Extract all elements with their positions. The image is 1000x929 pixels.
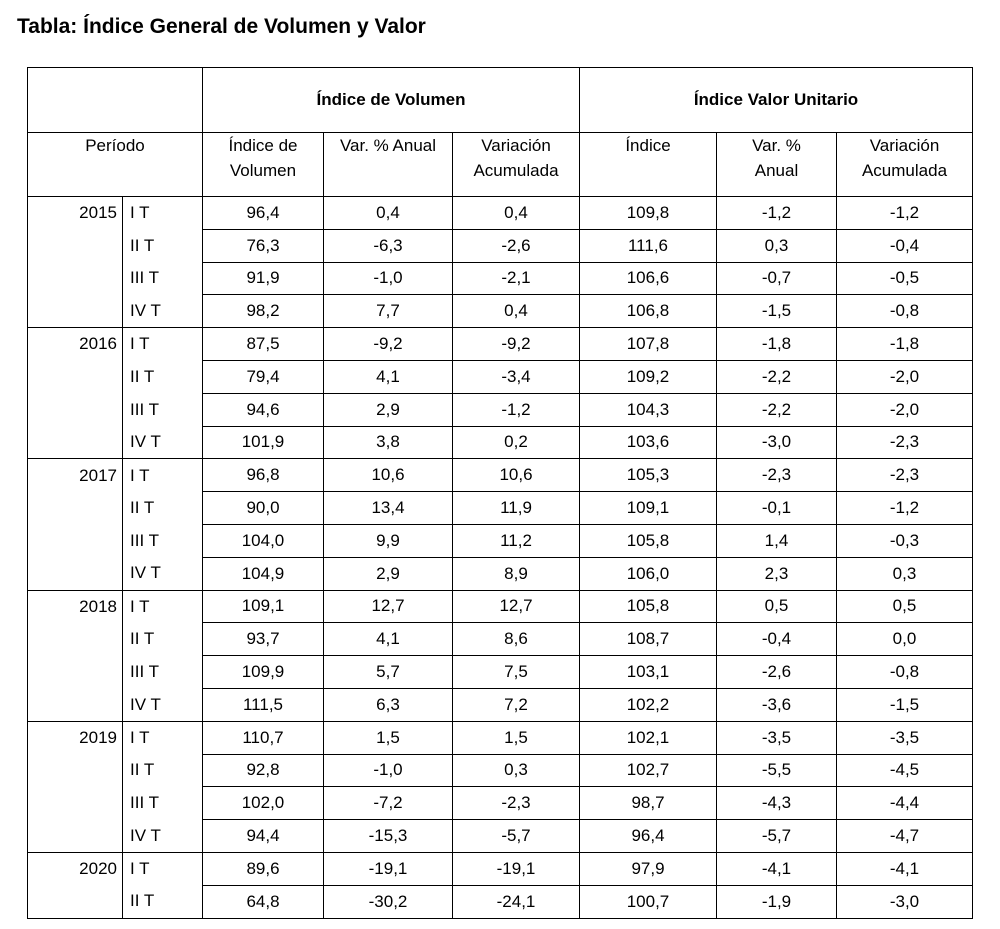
- cell-year: [28, 426, 123, 459]
- cell-vol-var-anual: 2,9: [324, 557, 453, 590]
- cell-vol-var-anual: 2,9: [324, 393, 453, 426]
- cell-vol-var-anual: -1,0: [324, 262, 453, 295]
- cell-val-index: 100,7: [580, 885, 717, 918]
- cell-vol-var-anual: 9,9: [324, 524, 453, 557]
- cell-quarter: I T: [123, 459, 203, 492]
- cell-vol-index: 96,8: [203, 459, 324, 492]
- cell-vol-var-acum: 0,3: [453, 754, 580, 787]
- cell-vol-var-acum: 8,9: [453, 557, 580, 590]
- cell-year: [28, 754, 123, 787]
- cell-val-var-anual: 1,4: [717, 524, 837, 557]
- cell-vol-index: 104,9: [203, 557, 324, 590]
- cell-val-var-anual: -3,6: [717, 688, 837, 721]
- cell-quarter: I T: [123, 721, 203, 754]
- cell-vol-var-anual: 4,1: [324, 360, 453, 393]
- header-row-groups: [28, 68, 973, 133]
- cell-quarter: II T: [123, 885, 203, 918]
- header-vol-index: Índice de Volumen: [203, 133, 324, 197]
- cell-vol-var-acum: 11,2: [453, 524, 580, 557]
- cell-val-var-anual: -1,9: [717, 885, 837, 918]
- cell-year: 2015: [28, 197, 123, 230]
- cell-val-var-acum: -0,8: [837, 295, 973, 328]
- cell-vol-index: 98,2: [203, 295, 324, 328]
- cell-val-var-acum: -1,2: [837, 492, 973, 525]
- cell-vol-var-anual: -6,3: [324, 229, 453, 262]
- cell-val-index: 102,7: [580, 754, 717, 787]
- cell-year: 2018: [28, 590, 123, 623]
- cell-year: 2019: [28, 721, 123, 754]
- cell-vol-var-anual: 0,4: [324, 197, 453, 230]
- cell-quarter: I T: [123, 852, 203, 885]
- cell-val-var-anual: -0,4: [717, 623, 837, 656]
- cell-vol-index: 111,5: [203, 688, 324, 721]
- cell-vol-var-anual: -15,3: [324, 820, 453, 853]
- cell-vol-index: 87,5: [203, 328, 324, 361]
- cell-vol-var-acum: 0,4: [453, 295, 580, 328]
- cell-val-var-anual: -1,2: [717, 197, 837, 230]
- table-row: [28, 557, 973, 590]
- cell-year: [28, 229, 123, 262]
- cell-quarter: IV T: [123, 295, 203, 328]
- cell-quarter: III T: [123, 787, 203, 820]
- cell-val-index: 109,8: [580, 197, 717, 230]
- cell-quarter: IV T: [123, 557, 203, 590]
- cell-vol-var-acum: -5,7: [453, 820, 580, 853]
- cell-val-var-anual: -1,5: [717, 295, 837, 328]
- table-row: [28, 229, 973, 262]
- cell-year: [28, 492, 123, 525]
- cell-vol-var-anual: -7,2: [324, 787, 453, 820]
- cell-val-index: 102,2: [580, 688, 717, 721]
- cell-vol-var-acum: 0,2: [453, 426, 580, 459]
- cell-vol-index: 93,7: [203, 623, 324, 656]
- header-val-index: Índice: [580, 133, 717, 197]
- table-row: [28, 623, 973, 656]
- cell-year: [28, 557, 123, 590]
- cell-quarter: III T: [123, 393, 203, 426]
- cell-vol-index: 102,0: [203, 787, 324, 820]
- cell-vol-var-anual: -19,1: [324, 852, 453, 885]
- cell-val-index: 105,3: [580, 459, 717, 492]
- cell-val-var-acum: -1,5: [837, 688, 973, 721]
- header-group-volume: Índice de Volumen: [203, 68, 580, 133]
- cell-val-var-anual: -2,2: [717, 360, 837, 393]
- cell-vol-index: 92,8: [203, 754, 324, 787]
- cell-vol-var-acum: 11,9: [453, 492, 580, 525]
- cell-val-var-acum: 0,0: [837, 623, 973, 656]
- table-row: [28, 393, 973, 426]
- cell-quarter: II T: [123, 623, 203, 656]
- header-row-columns: [28, 133, 973, 197]
- header-vol-var-anual: Var. % Anual: [324, 133, 453, 197]
- table-row: [28, 852, 973, 885]
- cell-vol-var-acum: -19,1: [453, 852, 580, 885]
- table-row: [28, 754, 973, 787]
- table-row: [28, 295, 973, 328]
- table-row: [28, 590, 973, 623]
- cell-vol-var-acum: 10,6: [453, 459, 580, 492]
- cell-val-var-anual: -1,8: [717, 328, 837, 361]
- cell-year: [28, 360, 123, 393]
- cell-year: [28, 787, 123, 820]
- cell-val-var-acum: -1,2: [837, 197, 973, 230]
- cell-vol-var-anual: -1,0: [324, 754, 453, 787]
- cell-vol-index: 94,6: [203, 393, 324, 426]
- cell-vol-var-acum: 0,4: [453, 197, 580, 230]
- cell-year: [28, 688, 123, 721]
- cell-val-index: 96,4: [580, 820, 717, 853]
- cell-vol-index: 96,4: [203, 197, 324, 230]
- cell-vol-var-acum: -2,6: [453, 229, 580, 262]
- cell-val-var-anual: 0,5: [717, 590, 837, 623]
- cell-vol-var-acum: 12,7: [453, 590, 580, 623]
- cell-quarter: III T: [123, 262, 203, 295]
- cell-val-var-acum: -0,8: [837, 656, 973, 689]
- cell-val-var-anual: -4,3: [717, 787, 837, 820]
- cell-vol-index: 89,6: [203, 852, 324, 885]
- index-table: [27, 67, 973, 919]
- table-row: [28, 197, 973, 230]
- table-title: Tabla: Índice General de Volumen y Valor: [17, 15, 426, 38]
- cell-quarter: IV T: [123, 426, 203, 459]
- table-row: [28, 492, 973, 525]
- header-val-var-acum: Variación Acumulada: [837, 133, 973, 197]
- cell-val-var-acum: 0,3: [837, 557, 973, 590]
- cell-quarter: I T: [123, 328, 203, 361]
- cell-vol-index: 109,9: [203, 656, 324, 689]
- cell-val-index: 98,7: [580, 787, 717, 820]
- cell-vol-index: 76,3: [203, 229, 324, 262]
- cell-val-var-anual: -0,7: [717, 262, 837, 295]
- cell-val-var-anual: -3,0: [717, 426, 837, 459]
- cell-vol-index: 104,0: [203, 524, 324, 557]
- cell-year: 2020: [28, 852, 123, 885]
- cell-val-index: 105,8: [580, 524, 717, 557]
- cell-vol-var-anual: 3,8: [324, 426, 453, 459]
- cell-vol-var-anual: -9,2: [324, 328, 453, 361]
- cell-val-var-anual: 2,3: [717, 557, 837, 590]
- table-row: [28, 721, 973, 754]
- cell-vol-var-acum: 8,6: [453, 623, 580, 656]
- cell-val-index: 105,8: [580, 590, 717, 623]
- cell-val-index: 108,7: [580, 623, 717, 656]
- cell-vol-index: 110,7: [203, 721, 324, 754]
- cell-val-index: 109,1: [580, 492, 717, 525]
- cell-quarter: II T: [123, 492, 203, 525]
- cell-year: [28, 524, 123, 557]
- cell-year: 2017: [28, 459, 123, 492]
- cell-year: 2016: [28, 328, 123, 361]
- cell-quarter: IV T: [123, 688, 203, 721]
- cell-val-var-anual: 0,3: [717, 229, 837, 262]
- cell-quarter: I T: [123, 197, 203, 230]
- cell-val-var-anual: -2,2: [717, 393, 837, 426]
- cell-val-var-anual: -2,3: [717, 459, 837, 492]
- cell-vol-var-acum: 7,2: [453, 688, 580, 721]
- cell-val-var-acum: -1,8: [837, 328, 973, 361]
- cell-vol-var-anual: 12,7: [324, 590, 453, 623]
- cell-val-var-acum: -2,0: [837, 393, 973, 426]
- cell-vol-var-acum: 7,5: [453, 656, 580, 689]
- cell-vol-index: 90,0: [203, 492, 324, 525]
- cell-val-index: 106,8: [580, 295, 717, 328]
- header-empty-cell: [28, 68, 203, 133]
- cell-val-var-acum: -4,5: [837, 754, 973, 787]
- cell-val-var-acum: -4,4: [837, 787, 973, 820]
- cell-vol-var-anual: 7,7: [324, 295, 453, 328]
- cell-val-var-acum: 0,5: [837, 590, 973, 623]
- cell-year: [28, 623, 123, 656]
- cell-vol-var-acum: 1,5: [453, 721, 580, 754]
- cell-year: [28, 656, 123, 689]
- cell-vol-var-acum: -3,4: [453, 360, 580, 393]
- cell-vol-var-acum: -2,3: [453, 787, 580, 820]
- cell-vol-var-acum: -1,2: [453, 393, 580, 426]
- cell-val-var-acum: -2,3: [837, 459, 973, 492]
- cell-val-var-acum: -0,5: [837, 262, 973, 295]
- cell-val-index: 107,8: [580, 328, 717, 361]
- cell-val-var-anual: -0,1: [717, 492, 837, 525]
- cell-val-index: 109,2: [580, 360, 717, 393]
- cell-year: [28, 262, 123, 295]
- cell-vol-index: 94,4: [203, 820, 324, 853]
- cell-year: [28, 820, 123, 853]
- cell-val-var-anual: -5,5: [717, 754, 837, 787]
- cell-year: [28, 885, 123, 918]
- cell-val-index: 106,0: [580, 557, 717, 590]
- table-row: [28, 656, 973, 689]
- header-group-value: Índice Valor Unitario: [580, 68, 973, 133]
- cell-vol-var-anual: 5,7: [324, 656, 453, 689]
- cell-quarter: III T: [123, 656, 203, 689]
- table-row: [28, 820, 973, 853]
- cell-val-index: 97,9: [580, 852, 717, 885]
- cell-vol-var-acum: -24,1: [453, 885, 580, 918]
- cell-val-var-acum: -3,0: [837, 885, 973, 918]
- cell-val-index: 106,6: [580, 262, 717, 295]
- table-row: [28, 262, 973, 295]
- cell-vol-var-anual: 4,1: [324, 623, 453, 656]
- table-row: [28, 688, 973, 721]
- cell-val-var-anual: -3,5: [717, 721, 837, 754]
- cell-val-index: 103,6: [580, 426, 717, 459]
- cell-val-index: 104,3: [580, 393, 717, 426]
- table-row: [28, 426, 973, 459]
- cell-val-var-acum: -0,3: [837, 524, 973, 557]
- table-row: [28, 328, 973, 361]
- cell-vol-var-anual: 1,5: [324, 721, 453, 754]
- cell-val-var-acum: -3,5: [837, 721, 973, 754]
- cell-year: [28, 295, 123, 328]
- cell-quarter: II T: [123, 360, 203, 393]
- cell-vol-var-acum: -2,1: [453, 262, 580, 295]
- header-vol-var-acum: Variación Acumulada: [453, 133, 580, 197]
- cell-val-var-acum: -2,0: [837, 360, 973, 393]
- cell-val-var-anual: -2,6: [717, 656, 837, 689]
- table-row: [28, 459, 973, 492]
- cell-vol-var-acum: -9,2: [453, 328, 580, 361]
- cell-vol-var-anual: 13,4: [324, 492, 453, 525]
- cell-val-index: 102,1: [580, 721, 717, 754]
- cell-val-var-acum: -4,7: [837, 820, 973, 853]
- cell-vol-index: 109,1: [203, 590, 324, 623]
- cell-vol-var-anual: -30,2: [324, 885, 453, 918]
- cell-vol-index: 91,9: [203, 262, 324, 295]
- header-val-var-anual: Var. % Anual: [717, 133, 837, 197]
- cell-quarter: IV T: [123, 820, 203, 853]
- header-periodo: Período: [28, 133, 203, 197]
- table-row: [28, 787, 973, 820]
- cell-val-var-acum: -2,3: [837, 426, 973, 459]
- table-row: [28, 524, 973, 557]
- cell-val-index: 111,6: [580, 229, 717, 262]
- cell-year: [28, 393, 123, 426]
- cell-val-var-anual: -5,7: [717, 820, 837, 853]
- cell-val-var-acum: -0,4: [837, 229, 973, 262]
- cell-vol-var-anual: 10,6: [324, 459, 453, 492]
- cell-val-index: 103,1: [580, 656, 717, 689]
- cell-vol-index: 101,9: [203, 426, 324, 459]
- cell-quarter: I T: [123, 590, 203, 623]
- cell-vol-var-anual: 6,3: [324, 688, 453, 721]
- cell-val-var-acum: -4,1: [837, 852, 973, 885]
- table-row: [28, 360, 973, 393]
- cell-vol-index: 79,4: [203, 360, 324, 393]
- cell-vol-index: 64,8: [203, 885, 324, 918]
- cell-quarter: III T: [123, 524, 203, 557]
- cell-quarter: II T: [123, 229, 203, 262]
- table-row: [28, 885, 973, 918]
- cell-val-var-anual: -4,1: [717, 852, 837, 885]
- cell-quarter: II T: [123, 754, 203, 787]
